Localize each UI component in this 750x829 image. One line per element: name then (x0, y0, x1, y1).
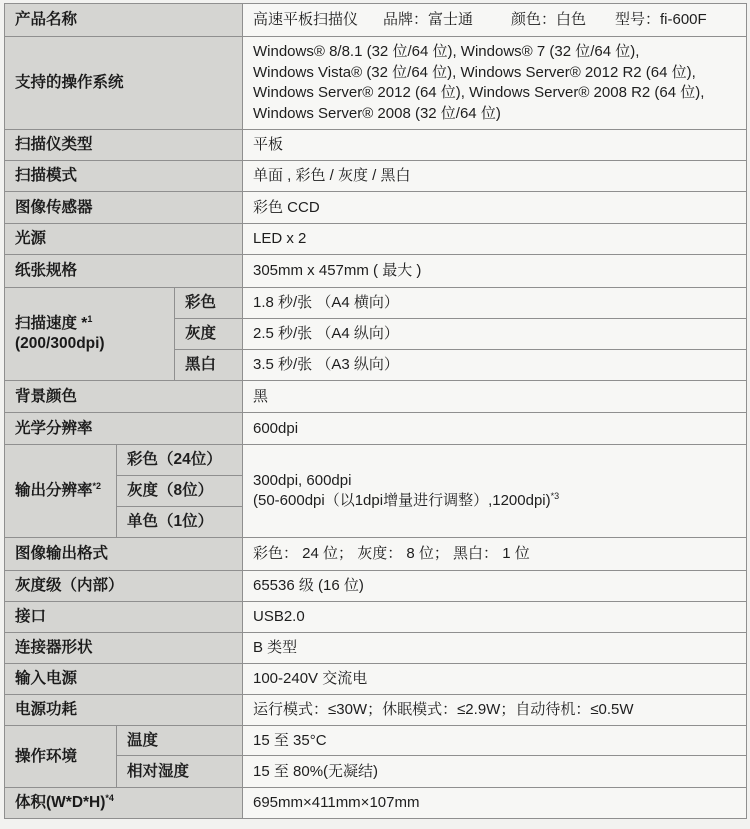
output-resolution-value-line1: 300dpi, 600dpi (253, 472, 352, 489)
scan-speed-value-color: 1.8 秒/张 （A4 横向） (243, 288, 747, 319)
scan-speed-footnote: 1 (87, 313, 93, 324)
label-os: 支持的操作系统 (5, 37, 243, 130)
value-light-source: LED x 2 (243, 224, 747, 255)
row-environment-temperature (5, 726, 747, 756)
output-resolution-value-footnote: *3 (550, 491, 560, 501)
row-connector (5, 633, 747, 664)
value-connector: B 类型 (243, 633, 747, 664)
row-output-format (5, 538, 747, 571)
row-paper-size (5, 255, 747, 288)
value-background-color: 黑 (243, 381, 747, 413)
value-power-input: 100-240V 交流电 (243, 664, 747, 695)
environment-humidity-value: 15 至 80%(无凝结) (243, 756, 747, 788)
environment-humidity-label: 相对湿度 (117, 756, 243, 788)
product-name-text: 高速平板扫描仪 (253, 11, 359, 28)
label-output-resolution (5, 445, 117, 538)
product-model: 型号：fi-600F (615, 11, 707, 28)
row-output-resolution-color (5, 445, 747, 476)
label-dimensions (5, 788, 243, 819)
output-resolution-mode-gray: 灰度（8位） (117, 476, 243, 507)
label-paper-size: 纸张规格 (5, 255, 243, 288)
label-connector: 连接器形状 (5, 633, 243, 664)
row-environment-humidity (5, 756, 747, 788)
output-resolution-mode-color: 彩色（24位） (117, 445, 243, 476)
row-light-source (5, 224, 747, 255)
scan-speed-label-text: 扫描速度 * (15, 315, 88, 332)
scan-speed-value-gray: 2.5 秒/张 （A4 纵向） (243, 319, 747, 350)
value-output-resolution (243, 445, 747, 538)
row-scan-mode (5, 161, 747, 192)
output-resolution-label-text: 输出分辨率 (15, 482, 93, 499)
value-optical-resolution: 600dpi (243, 413, 747, 445)
os-line-2: Windows Vista® (32 位/64 位), Windows Server® 2012 R2 (64 位), (253, 63, 696, 81)
row-image-sensor (5, 192, 747, 224)
os-line-4: Windows Server® 2008 (32 位/64 位) (253, 104, 501, 122)
value-output-format: 彩色： 24 位； 灰度： 8 位； 黑白： 1 位 (243, 538, 747, 571)
value-product-name (243, 4, 747, 37)
label-scanner-type: 扫描仪类型 (5, 130, 243, 161)
os-line-3: Windows Server® 2012 (64 位), Windows Server® 2008 R2 (64 位), (253, 84, 705, 101)
scan-speed-label-dpi: (200/300dpi) (15, 335, 105, 352)
scan-speed-mode-color: 彩色 (175, 288, 243, 319)
product-brand: 品牌：富士通 (383, 11, 474, 28)
value-os (243, 37, 747, 130)
label-scan-speed (5, 288, 175, 381)
label-interface: 接口 (5, 602, 243, 633)
row-product-name (5, 4, 747, 37)
spec-table (4, 3, 747, 819)
output-resolution-mode-mono: 单色（1位） (117, 507, 243, 538)
row-interface (5, 602, 747, 633)
row-os (5, 37, 747, 130)
value-interface: USB2.0 (243, 602, 747, 633)
scan-speed-value-bw: 3.5 秒/张 （A3 纵向） (243, 350, 747, 381)
value-paper-size: 305mm x 457mm ( 最大 ) (243, 255, 747, 288)
row-dimensions (5, 788, 747, 819)
output-resolution-footnote: *2 (92, 480, 102, 491)
os-line-1: Windows® 8/8.1 (32 位/64 位), Windows® 7 (32 位/64 位), (253, 43, 640, 60)
label-light-source: 光源 (5, 224, 243, 255)
label-output-format: 图像输出格式 (5, 538, 243, 571)
output-resolution-value-line2: (50-600dpi（以1dpi增量进行调整）,1200dpi) (253, 492, 551, 509)
value-scanner-type: 平板 (243, 130, 747, 161)
row-background-color (5, 381, 747, 413)
value-dimensions: 695mm×411mm×107mm (243, 788, 747, 819)
environment-temperature-label: 温度 (117, 726, 243, 756)
label-gray-levels: 灰度级（内部） (5, 571, 243, 602)
value-power-consumption: 运行模式：≤30W；休眠模式：≤2.9W；自动待机：≤0.5W (243, 695, 747, 726)
value-image-sensor: 彩色 CCD (243, 192, 747, 224)
dimensions-footnote: *4 (105, 792, 114, 803)
label-background-color: 背景颜色 (5, 381, 243, 413)
row-gray-levels (5, 571, 747, 602)
environment-temperature-value: 15 至 35°C (243, 726, 747, 756)
label-image-sensor: 图像传感器 (5, 192, 243, 224)
row-scanner-type (5, 130, 747, 161)
row-power-consumption (5, 695, 747, 726)
product-color: 颜色：白色 (511, 11, 587, 28)
value-scan-mode: 单面 , 彩色 / 灰度 / 黑白 (243, 161, 747, 192)
row-scan-speed-color (5, 288, 747, 319)
row-power-input (5, 664, 747, 695)
label-scan-mode: 扫描模式 (5, 161, 243, 192)
label-power-input: 输入电源 (5, 664, 243, 695)
label-power-consumption: 电源功耗 (5, 695, 243, 726)
scan-speed-mode-gray: 灰度 (175, 319, 243, 350)
value-gray-levels: 65536 级 (16 位) (243, 571, 747, 602)
label-optical-resolution: 光学分辨率 (5, 413, 243, 445)
label-environment: 操作环境 (5, 726, 117, 788)
row-optical-resolution (5, 413, 747, 445)
label-product-name: 产品名称 (5, 4, 243, 37)
dimensions-label-text: 体积(W*D*H) (15, 794, 106, 811)
scan-speed-mode-bw: 黑白 (175, 350, 243, 381)
